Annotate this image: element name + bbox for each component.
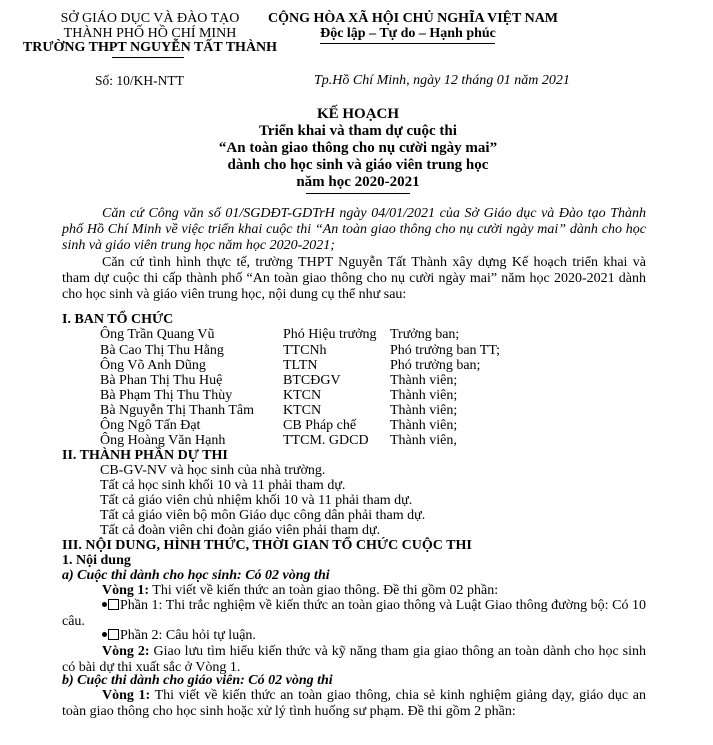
round-label: Vòng 1: — [102, 688, 151, 703]
member-name: Bà Phạm Thị Thu Thùy — [100, 388, 233, 403]
member-name: Bà Cao Thị Thu Hằng — [100, 343, 224, 358]
subsection-1-heading: 1. Nội dung — [62, 553, 131, 568]
school-name — [22, 40, 278, 56]
member-role: Thành viên; — [390, 418, 458, 433]
section-3-heading: III. NỘI DUNG, HÌNH THỨC, THỜI GIAN TỔ CHỨC CUỘC THI — [62, 538, 472, 553]
member-role: Thành viên; — [390, 388, 458, 403]
school-underline — [112, 57, 184, 58]
place-date: Tp.Hồ Chí Minh, ngày 12 tháng 01 năm 2021 — [314, 73, 570, 88]
member-role: Thành viên; — [390, 403, 458, 418]
participant-item: Tất cả giáo viên chủ nhiệm khối 10 và 11 phải tham dự. — [100, 493, 413, 508]
preamble-paragraph-2: Căn cứ tình hình thực tế, trường THPT Nguyễn Tất Thành xây dựng Kế hoạch triển khai và tham dự cuộc thi cấp thành phố “An toàn giao thông cho nụ cười ngày mai” năm học 2020-2021 dành cho học sinh và giáo viên trung học, nội dung cụ thể như sau: — [62, 255, 646, 302]
member-unit: KTCN — [283, 403, 322, 418]
participant-item: Tất cả đoàn viên chi đoàn giáo viên phải tham dự. — [100, 523, 381, 538]
round-text: Thi viết về kiến thức an toàn giao thông. Đề thi gồm 02 phần: — [149, 583, 499, 598]
doc-type-title: KẾ HOẠCH — [316, 106, 400, 122]
title-line-3: “An toàn giao thông cho nụ cười ngày mai” — [218, 140, 498, 156]
national-motto: Độc lập – Tự do – Hạnh phúc — [320, 26, 496, 41]
teacher-round-1 — [62, 688, 646, 720]
member-unit: BTCĐGV — [283, 373, 341, 388]
section-1-heading: I. BAN TỔ CHỨC — [62, 312, 174, 327]
member-unit: Phó Hiệu trưởng — [283, 327, 377, 342]
member-role: Thành viên; — [390, 373, 458, 388]
country-name: CỘNG HÒA XÃ HỘI CHỦ NGHĨA VIỆT NAM — [268, 11, 559, 26]
school-name-text: TRƯỜNG THPT NGUYỄN TẤT THÀNH — [22, 40, 278, 55]
preamble-paragraph-1: Căn cứ Công văn số 01/SGDĐT-GDTrH ngày 04/01/2021 của Sở Giáo dục và Đào tạo Thành phố Hồ Chí Minh về việc triển khai cuộc thi “An toàn giao thông cho nụ cười ngày mai” dành cho học sinh và giáo viên trung học năm học 2020-2021; — [62, 206, 646, 253]
member-name: Bà Nguyễn Thị Thanh Tâm — [100, 403, 254, 418]
round-text: Thi viết về kiến thức an toàn giao thông, chia sẻ kinh nghiệm giảng dạy, giáo dục an toàn giao thông cho học sinh hoặc xử lý tình huống sư phạm. Đề thi gồm 2 phần: — [62, 688, 646, 719]
document-number: Số: 10/KH-NTT — [95, 73, 184, 88]
member-role: Trưởng ban; — [390, 327, 460, 342]
bullet-icon — [102, 602, 107, 607]
member-role: Phó trưởng ban TT; — [390, 343, 501, 358]
student-round-1 — [102, 583, 498, 599]
member-unit: KTCN — [283, 388, 322, 403]
city-name: THÀNH PHỐ HỒ CHÍ MINH — [63, 26, 237, 41]
title-line-2: Triển khai và tham dự cuộc thi — [259, 123, 457, 139]
department-name: SỞ GIÁO DỤC VÀ ĐÀO TẠO — [60, 11, 240, 26]
part-text: Phần 1: Thi trắc nghiệm về kiến thức an toàn giao thông và Luật Giao thông đường bộ: Có 10 câu. — [62, 598, 646, 629]
teacher-contest-heading: b) Cuộc thi dành cho giáo viên: Có 02 vòng thi — [62, 673, 333, 688]
student-part-1 — [62, 598, 646, 630]
member-name: Ông Võ Anh Dũng — [100, 358, 206, 373]
checkbox-icon — [108, 599, 119, 610]
round-text: Giao lưu tìm hiểu kiến thức và kỹ năng tham gia giao thông an toàn dành cho học sinh có bài dự thi xuất sắc ở Vòng 1. — [62, 644, 646, 675]
member-role: Phó trưởng ban; — [390, 358, 481, 373]
member-name: Ông Trần Quang Vũ — [100, 327, 215, 342]
title-line-4: dành cho học sinh và giáo viên trung học — [227, 157, 489, 173]
participant-item: Tất cả giáo viên bộ môn Giáo dục công dân phải tham dự. — [100, 508, 426, 523]
member-unit: CB Pháp chế — [283, 418, 357, 433]
motto-underline — [320, 43, 495, 44]
participant-item: CB-GV-NV và học sinh của nhà trường. — [100, 463, 326, 478]
round-label: Vòng 1: — [102, 583, 150, 598]
member-name: Ông Ngô Tấn Đạt — [100, 418, 201, 433]
section-2-heading: II. THÀNH PHẦN DỰ THI — [62, 448, 228, 463]
member-unit: TLTN — [283, 358, 318, 373]
member-unit: TTCNh — [283, 343, 327, 358]
student-part-2 — [102, 628, 256, 644]
student-round-2 — [62, 644, 646, 676]
checkbox-icon — [108, 629, 119, 640]
bullet-icon — [102, 632, 107, 637]
part-text: Phần 2: Câu hỏi tự luận. — [120, 628, 256, 643]
member-unit: TTCM. GDCD — [283, 433, 369, 448]
member-role: Thành viên, — [390, 433, 457, 448]
round-label: Vòng 2: — [102, 644, 150, 659]
member-name: Bà Phan Thị Thu Huệ — [100, 373, 223, 388]
participant-item: Tất cả học sinh khối 10 và 11 phải tham dự. — [100, 478, 346, 493]
student-contest-heading: a) Cuộc thi dành cho học sinh: Có 02 vòng thi — [62, 568, 330, 583]
title-underline — [306, 193, 410, 194]
member-name: Ông Hoàng Văn Hạnh — [100, 433, 226, 448]
title-line-5: năm học 2020-2021 — [296, 174, 420, 190]
